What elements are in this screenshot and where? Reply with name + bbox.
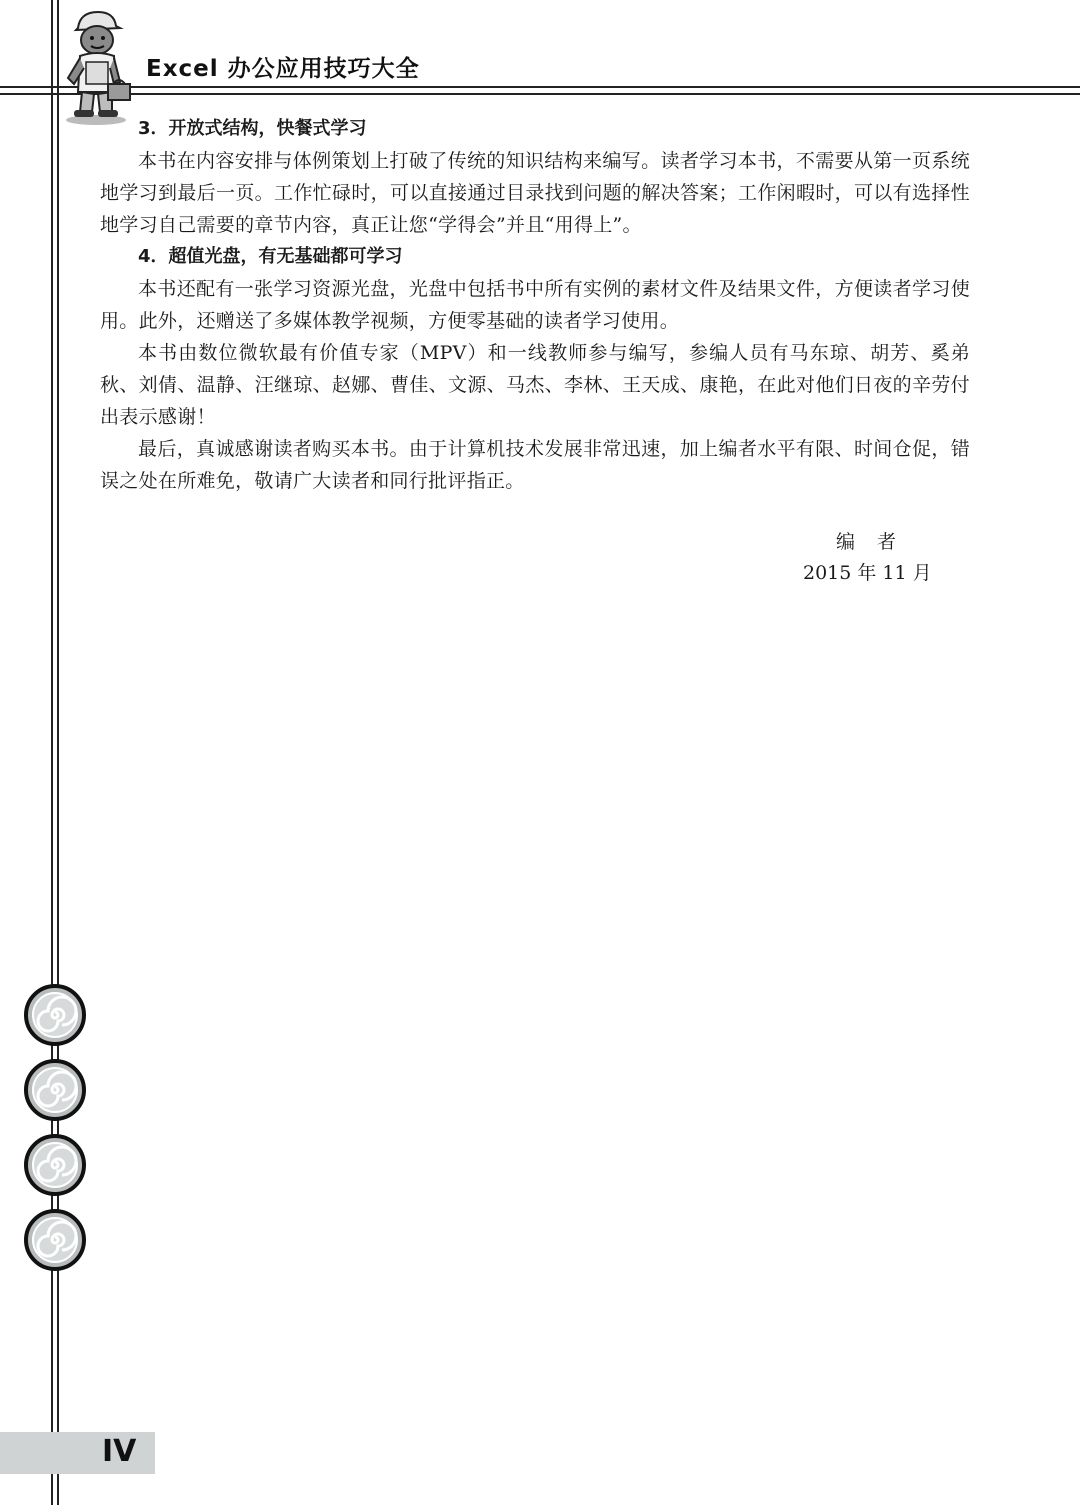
- spiral-icon: [26, 1211, 84, 1269]
- section-heading: 3．开放式结构，快餐式学习: [138, 118, 367, 139]
- author-signature: 编者: [836, 531, 919, 553]
- spiral-icon: [26, 1061, 84, 1119]
- worker-with-toolbox-icon: [58, 4, 138, 126]
- spiral-icon: [26, 986, 84, 1044]
- paragraph: 最后，真诚感谢读者购买本书。由于计算机技术发展非常迅速，加上编者水平有限、时间仓促，错误之处在所难免，敬请广大读者和同行批评指正。: [100, 438, 970, 492]
- page-number: IV: [102, 1434, 137, 1469]
- paragraph: 本书还配有一张学习资源光盘，光盘中包括书中所有实例的素材文件及结果文件，方便读者学习使用。此外，还赠送了多媒体教学视频，方便零基础的读者学习使用。: [100, 278, 970, 332]
- paragraph: 本书由数位微软最有价值专家（MPV）和一线教师参与编写，参编人员有马东琼、胡芳、奚弟秋、刘倩、温静、汪继琼、赵娜、曹佳、文源、马杰、李林、王天成、康艳，在此对他们日夜的辛劳付出表示感谢！: [100, 342, 970, 428]
- main-text: [100, 113, 970, 497]
- header-rule: [0, 86, 1080, 88]
- signature-date: 2015 年 11 月: [803, 562, 932, 584]
- left-border-rule-inner: [57, 0, 59, 1505]
- spiral-icon: [26, 1136, 84, 1194]
- section-heading: 4．超值光盘，有无基础都可学习: [138, 246, 403, 267]
- book-title: Excel 办公应用技巧大全: [146, 56, 420, 82]
- paragraph: 本书在内容安排与体例策划上打破了传统的知识结构来编写。读者学习本书，不需要从第一页系统地学习到最后一页。工作忙碌时，可以直接通过目录找到问题的解决答案；工作闲暇时，可以有选择性地学习自己需要的章节内容，真正让您“学得会”并且“用得上”。: [100, 150, 970, 236]
- left-border-rule: [51, 0, 53, 1505]
- header-rule-lower: [0, 93, 1080, 95]
- spiral-decoration: [22, 983, 88, 1273]
